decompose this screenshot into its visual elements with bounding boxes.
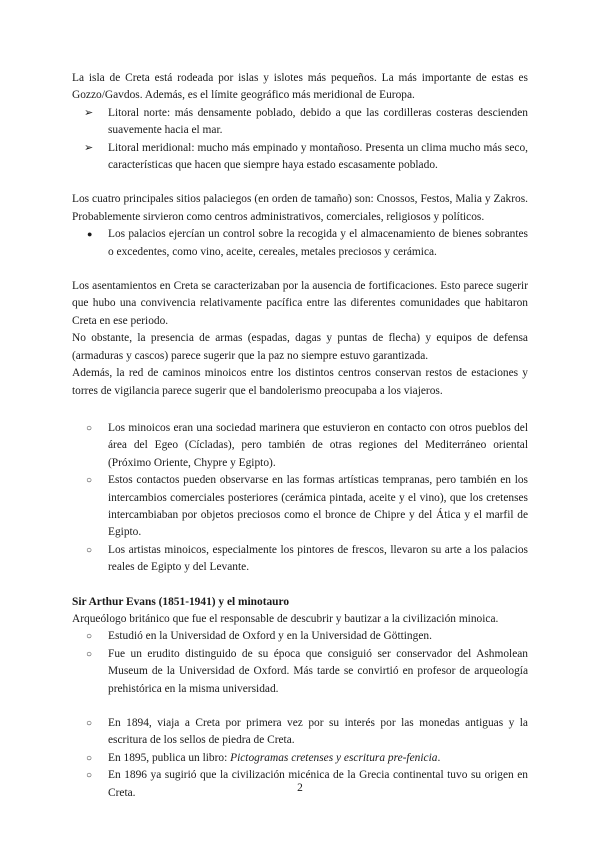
disc-bullet-icon: ● — [87, 229, 93, 240]
circle-bullet-icon: ○ — [86, 752, 93, 764]
list-item-text: Los palacios ejercían un control sobre la recogida y el almacenamiento de bienes sobrantes o excedentes, como vino, aceite, cereales, metales preciosos y cerámica. — [108, 228, 528, 258]
circle-bullet-icon: ○ — [86, 631, 93, 643]
spacer — [72, 261, 528, 278]
list-item — [72, 472, 528, 542]
list-item-text: En 1894, viaja a Creta por primera vez por su interés por las monedas antiguas y la escritura de los sellos de piedra de Creta. — [108, 717, 528, 747]
list-item-text: Los minoicos eran una sociedad marinera que estuvieron en contacto con otros pueblos del área del Egeo (Cícladas), pero también de otras regiones del Mediterráneo oriental (Próximo Oriente, Chypre y Egipto). — [108, 421, 528, 469]
circle-bullet-icon: ○ — [86, 770, 93, 782]
list-item-text: Estos contactos pueden observarse en las formas artísticas tempranas, pero también en los intercambios comerciales posteriores (cerámica pintada, aceite y el vino), que los cretenses intercambiaban por objetos preciosos como el bronce de Chipre y del Ática y el marfil de Egipto. — [108, 474, 528, 539]
list-item — [72, 715, 528, 750]
arrow-bullet-icon: ➢ — [84, 106, 94, 119]
paragraph-palaces: Los cuatro principales sitios palaciegos (en orden de tamaño) son: Cnossos, Festos, Malia y Zakros. Probablemente sirvieron como centros administrativos, comerciales, religiosos y políticos. — [72, 193, 528, 223]
palaces-list — [72, 226, 528, 261]
arrow-bullet-icon: ➢ — [84, 141, 94, 154]
list-item-text: Los artistas minoicos, especialmente los pintores de frescos, llevaron su arte a los palacios reales de Egipto y del Levante. — [108, 543, 528, 574]
circle-bullet-icon: ○ — [86, 544, 93, 556]
list-item-text — [108, 752, 440, 764]
list-item — [72, 105, 528, 140]
list-item-text: Estudió en la Universidad de Oxford y en la Universidad de Göttingen. — [108, 630, 432, 643]
page-content — [72, 70, 528, 802]
list-item — [72, 140, 528, 175]
book-item-prefix: En 1895, publica un libro: — [108, 751, 231, 764]
page-number: 2 — [297, 782, 303, 794]
list-item-text: En 1896 ya sugirió que la civilización micénica de la Grecia continental tuvo su origen en Creta. — [108, 769, 528, 799]
list-item — [72, 542, 528, 577]
evans-education-list — [72, 628, 528, 698]
paragraph-evans-intro: Arqueólogo británico que fue el responsable de descubrir y bautizar a la civilización minoica. — [72, 612, 499, 625]
circle-bullet-icon: ○ — [86, 648, 93, 660]
spacer — [72, 400, 528, 420]
paragraph-weapons: No obstante, la presencia de armas (espadas, dagas y puntas de flecha) y equipos de defensa (armaduras y cascos) parece sugerir que la paz no siempre estuvo garantizada. — [72, 332, 528, 362]
circle-bullet-icon: ○ — [86, 475, 93, 487]
coast-list — [72, 105, 528, 175]
list-item — [72, 646, 528, 698]
list-item-text: Fue un erudito distinguido de su época que consiguió ser conservador del Ashmolean Museum de la Universidad de Oxford. Más tarde se convirtió en profesor de arqueología prehistórica en la misma universidad. — [108, 647, 528, 695]
list-item-text: Litoral meridional: mucho más empinado y montañoso. Presenta un clima mucho más seco, características que hacen que siempre haya estado escasamente poblado. — [108, 141, 528, 172]
spacer — [72, 174, 528, 191]
list-item-text: Litoral norte: más densamente poblado, debido a que las cordilleras costeras descienden suavemente hacia el mar. — [108, 106, 528, 137]
list-item — [72, 420, 528, 472]
spacer — [72, 698, 528, 715]
circle-bullet-icon: ○ — [86, 422, 93, 434]
paragraph-settlements: Los asentamientos en Creta se caracterizaban por la ausencia de fortificaciones. Esto parece sugerir que hubo una convivencia relativamente pacífica entre las diferentes comunidades que habitaron Creta en ese periodo. — [72, 280, 528, 327]
section-heading: Sir Arthur Evans (1851-1941) y el minotauro — [72, 595, 290, 608]
book-item-suffix: . — [437, 751, 441, 764]
spacer — [72, 577, 528, 594]
minoan-contacts-list — [72, 420, 528, 577]
circle-bullet-icon: ○ — [86, 718, 93, 729]
paragraph-roads: Además, la red de caminos minoicos entre los distintos centros conservan restos de estaciones y torres de vigilancia parece sugerir que el bandolerismo preocupaba a los viajeros. — [72, 367, 528, 397]
list-item — [72, 628, 528, 645]
book-title: Pictogramas cretenses y escritura pre-fenicia — [230, 751, 438, 764]
list-item — [72, 226, 528, 261]
paragraph-crete-islands: La isla de Creta está rodeada por islas y islotes más pequeños. La más importante de estas es Gozzo/Gavdos. Además, es el límite geográfico más meridional de Europa. — [72, 72, 528, 102]
list-item — [72, 750, 528, 767]
